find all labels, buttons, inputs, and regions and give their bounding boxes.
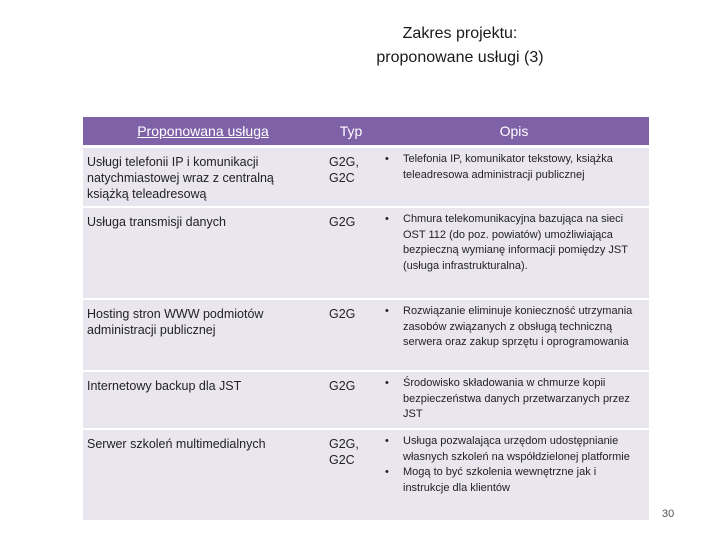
service-cell: Internetowy backup dla JST [83,371,323,429]
type-cell: G2G [323,207,379,299]
description-cell [379,429,649,521]
bullet-icon: • [385,153,389,165]
header-description: Opis [379,117,649,147]
header-service: Proponowana usługa [83,117,323,147]
description-cell [379,371,649,429]
services-table [83,117,649,522]
service-cell: Usługi telefonii IP i komunikacji natychmiastowej wraz z centralną książką teleadresową [83,147,323,208]
type-cell: G2G, G2C [323,147,379,208]
type-cell: G2G, G2C [323,429,379,521]
table-row [83,207,649,299]
description-bullet: • Mogą to być szkolenia wewnętrzne jak i instrukcje dla klientów [385,466,597,494]
bullet-icon: • [385,377,389,389]
description-bullet: • Usługa pozwalająca urzędom udostępnianie własnych szkoleń na współdzielonej platformie [385,435,630,463]
table-row [83,299,649,371]
description-cell [379,299,649,371]
type-cell: G2G [323,371,379,429]
table-row [83,429,649,521]
service-cell: Hosting stron WWW podmiotów administracji publicznej [83,299,323,371]
description-bullet: • Chmura telekomunikacyjna bazująca na sieci OST 112 (do poz. powiatów) umożliwiająca bezpieczną wymianę informacji pomiędzy JST (usługa infrastrukturalna). [385,213,628,272]
bullet-icon: • [385,466,389,478]
description-cell [379,207,649,299]
slide-title [300,22,620,70]
service-cell: Serwer szkoleń multimedialnych [83,429,323,521]
page-number: 30 [662,508,675,520]
description-bullet: • Środowisko składowania w chmurze kopii bezpieczeństwa danych przetwarzanych przez JST [385,377,630,420]
table-row [83,371,649,429]
table-row [83,147,649,208]
type-cell: G2G [323,299,379,371]
description-cell [379,147,649,208]
description-bullet: • Rozwiązanie eliminuje konieczność utrzymania zasobów związanych z obsługą techniczną serwera oraz zakup sprzętu i oprogramowania [385,305,633,348]
bullet-icon: • [385,213,389,225]
bullet-icon: • [385,435,389,447]
bullet-icon: • [385,305,389,317]
slide-title-line-1: Zakres projektu: [402,25,518,42]
table-header-row [83,117,649,147]
header-type: Typ [323,117,379,147]
slide-title-line-2: proponowane usługi (3) [376,49,544,66]
service-cell: Usługa transmisji danych [83,207,323,299]
description-bullet: • Telefonia IP, komunikator tekstowy, książka teleadresowa administracji publicznej [385,153,613,181]
